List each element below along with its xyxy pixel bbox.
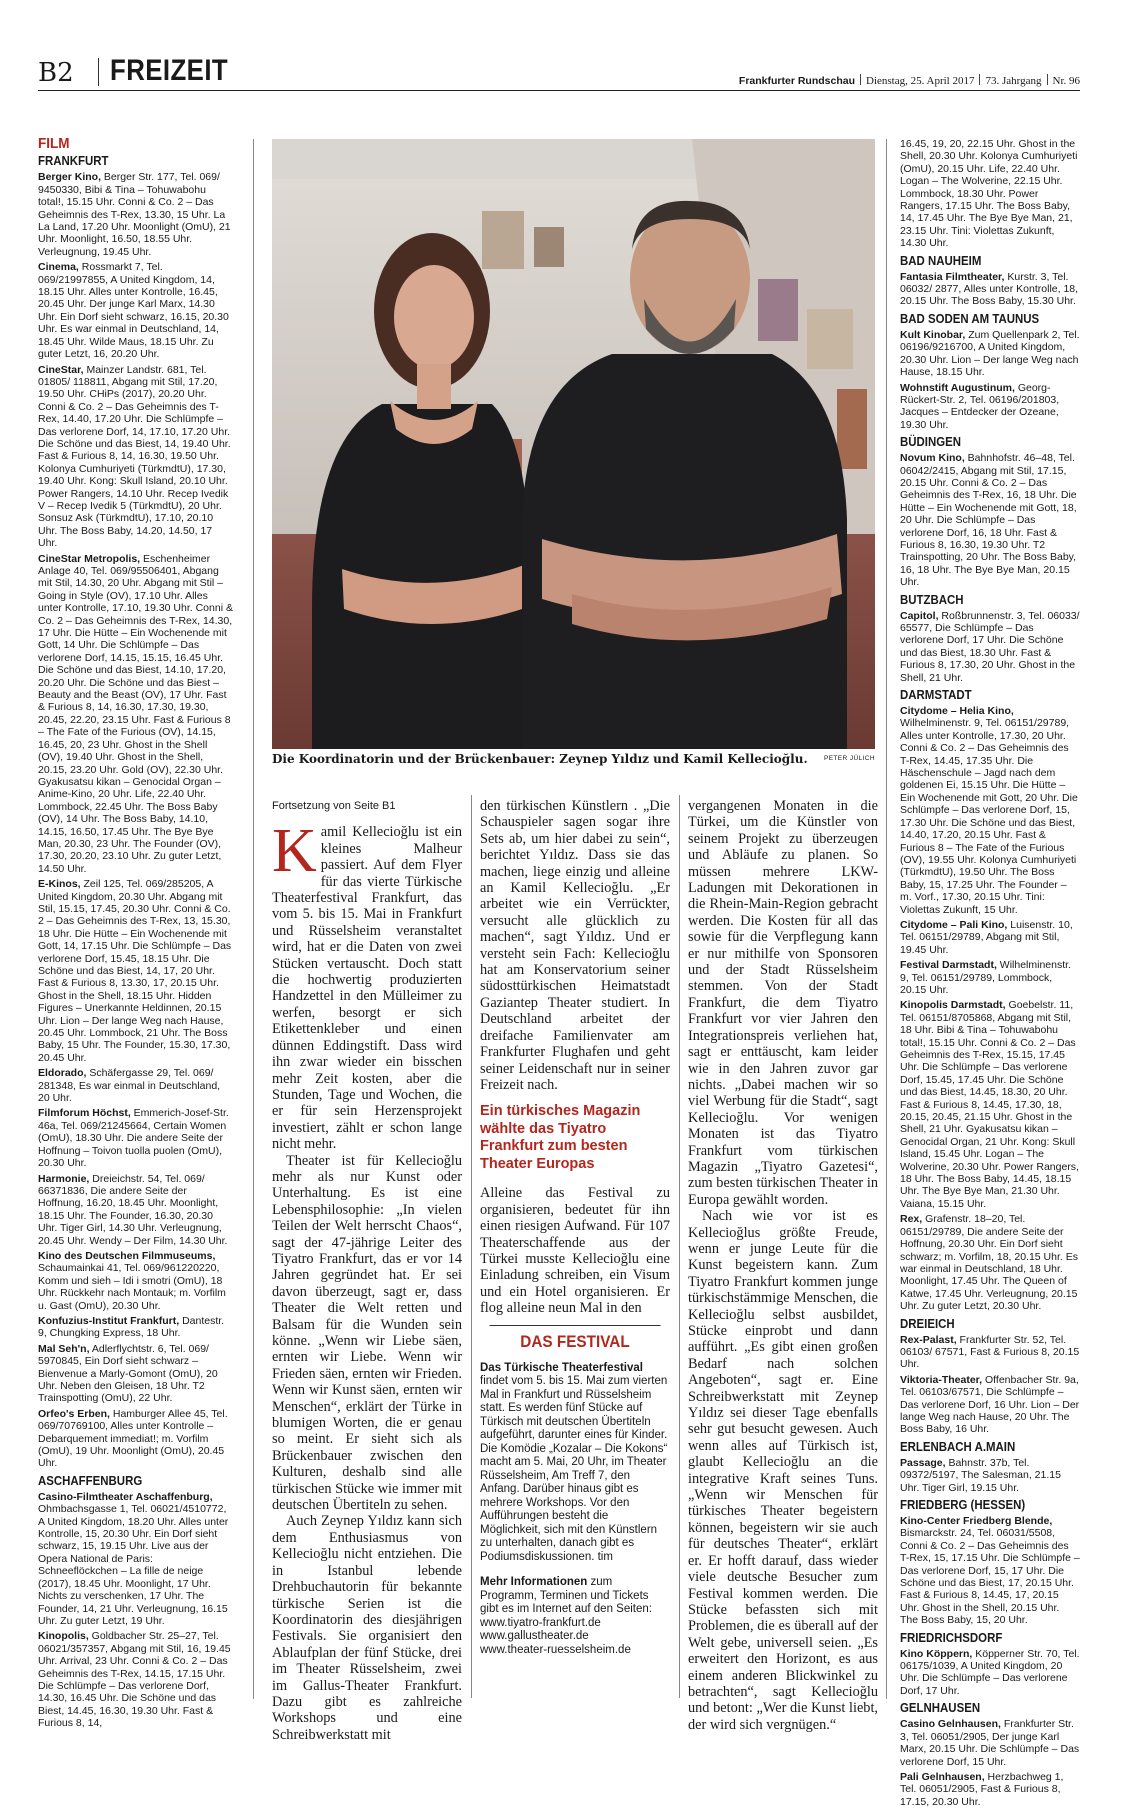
showtimes: Berger Str. 177, Tel. 069/ 9450330, Bibi & Tina – Tohuwabohu total!, 15.15 Uhr. Conni & Co. 2 – Das Geheimnis des T-Rex, 13.30, 15 Uhr. La La Land, 17.20 Uhr. Moonlight (OmU), 21 Uhr. Moonlight, 16.50, 18.55 Uhr. Verleugnung, 19.45 Uhr. [38,171,231,258]
cinema-listing [38,1630,233,1729]
showtimes: Dantestr. 9, Chungking Express, 18 Uhr. [38,1314,225,1340]
cinema-listing [900,1718,1080,1768]
cinema-listing [38,364,233,550]
showtimes: Kurstr. 3, Tel. 06032/ 2877, Alles unter Kontrolle, 18, 20.15 Uhr. The Boss Baby, 15.30 Uhr. [900,270,1079,308]
cinema-name: Viktoria-Theater, [900,1373,983,1386]
cinema-name: Filmforum Höchst, [38,1107,131,1120]
photo-caption [272,752,875,768]
cinema-listing [38,1491,233,1627]
showtimes: Goebelstr. 11, Tel. 06151/8705868, Abgang mit Stil, 18 Uhr. Bibi & Tina – Tohuwabohu total!, 15.15 Uhr. Conni & Co. 2 – Das Geheimnis des T-Rex, 15.15, 17.45 Uhr. Die Schlümpfe – Das verlorene Dorf, 15.45, 17.45 Uhr. Die Schöne und das Biest, 14.45, 18.30, 20 Uhr. Fast & Furious 8, 14.45, 17.30, 18, 20.15, 20.45, 21.15 Uhr. Ghost in the Shell, 21 Uhr. Gyakusatsu kikan – Genocidal Organ, 21 Uhr. Kong: Skull Island, 15.45 Uhr. Logan – The Wolverine, 20.30 Uhr. Power Rangers, 18 Uhr. The Boss Baby, 14.45, 18.15 Uhr. The Bye Bye Man, 21.30 Uhr. Vaiana, 15.15 Uhr. [900,999,1079,1210]
photo-credit: PETER JÜLICH [823,755,875,762]
cinema-listing [38,1408,233,1470]
cinema-listing [900,610,1080,684]
column-rule [886,139,887,1699]
cinema-name: Kino-Center Friedberg Blende, [900,1515,1053,1527]
film-listings-right [900,138,1080,1808]
showtimes: Rossmarkt 7, Tel. 069/21997855, A United Kingdom, 14, 18.15 Uhr. Alles unter Kontrolle, 16.45, 20.45 Uhr. Der junge Karl Marx, 14.30 Uhr. Ein Dorf sieht schwarz, 16.15, 20.30 Uhr. Es war einmal in Deutschland, 14, 18.45 Uhr. Wilde Maus, 18.15 Uhr. Zu guter Letzt, 16, 20.20 Uhr. [38,261,229,361]
article-subheading: Ein türkisches Magazin wählte das Tiyatro Frankfurt zum besten Theater Europas [480,1103,641,1172]
cinema-name: Casino Gelnhausen, [900,1718,1001,1731]
cinema-listing [900,705,1080,916]
cinema-name: Capitol, [900,609,939,622]
info-lead: Das Türkische Theaterfestival [480,1361,643,1374]
cinema-name: Citydome – Helia Kino, [900,705,1014,718]
article-paragraph [272,817,462,1153]
showtimes: Eschenheimer Anlage 40, Tel. 069/95506401, Abgang mit Stil, 14.30, 20 Uhr. Abgang mit Stil – Going in Style (OV), 17.10 Uhr. Alles unter Kontrolle, 17.10, 19.30 Uhr. Conni & Co. 2 – Das Geheimnis des T-Rex, 14.30, 17 Uhr. Die Hütte – Ein Wochenende mit Gott, 14 Uhr. Die Schlümpfe – Das verlorene Dorf, 14.15, 15.15, 16.45 Uhr. Die Schöne und das Biest, 14.10, 17.20, 20.20 Uhr. Die Schöne und das Biest – Beauty and the Beast (OV), 17 Uhr. Fast & Furious 8, 14, 16.30, 17.30, 19.30, 20.45, 22.20, 23.15 Uhr. Fast & Furious 8 – The Fate of the Furious (OV), 14.15, 16.45, 20, 23 Uhr. Ghost in the Shell (OV), 19.40 Uhr. Ghost in the Shell, 20.15, 23.20 Uhr. Gold (OV), 22.30 Uhr. Gyakusatsu kikan – Genocidal Organ – Anime-Kino, 20 Uhr. Life, 22.40 Uhr. Lommbock, 22.45 Uhr. The Boss Baby (OV), 14 Uhr. The Boss Baby, 14.10, 14.15, 16.50, 17.45 Uhr. The Bye Bye Man, 20.30, 23 Uhr. The Founder (OV), 17.30, 20.20, 23.10 Uhr. Zu guter Letzt, 14.50 Uhr. [38,552,233,875]
article-paragraph: Auch Zeynep Yıldız kann sich dem Enthusiasmus von Kellecioğlu nicht entziehen. Die in Istanbul lebende Drehbuchautorin für bekannte türkische Serien ist die Koordinatorin des diesjährigen Festivals. Sie organisiert den Ablaufplan der fünf Stücke, drei im Theater Rüsselsheim, zwei im Gallus-Theater Frankfurt. Dazu gibt es zahlreiche Workshops und eine Schreibwerkstatt mit [272,1513,462,1743]
showtimes: Mainzer Landstr. 681, Tel. 01805/ 118811, Abgang mit Stil, 17.20, 19.50 Uhr. CHiPs (2017), 20.20 Uhr. Conni & Co. 2 – Das Geheimnis des T-Rex, 14.40, 17.20 Uhr. Die Schlümpfe – Das verlorene Dorf, 14, 17.10, 17.20 Uhr. Die Schöne und das Biest, 14, 19.40 Uhr. Fast & Furious 8, 14, 16.30, 19.50 Uhr. Kolonya Cumhuriyeti (TürkmdtU), 17.30, 19.40 Uhr. Kong: Skull Island, 20.10 Uhr. Power Rangers, 14.10 Uhr. Recep Ivedik V – Recep Ivedik 5 (TürkmdtU), 20 Uhr. Sonsuz Ask (TürkmdtU), 17.10, 20.10 Uhr. The Boss Baby, 14.20, 14.50, 17 Uhr. [38,363,231,550]
cinema-name: Pali Gelnhausen, [900,1770,985,1783]
city-heading: BÜDINGEN [900,434,962,450]
cinema-listing [38,553,233,876]
showtimes: Zum Quellenpark 2, Tel. 06196/9216700, A United Kingdom, 20.30 Uhr. Lion – Der lange Weg nach Hause, 18.15 Uhr. [900,328,1080,379]
cinema-listing [900,919,1080,956]
cinema-listing [900,1515,1080,1627]
page-header [38,52,1080,91]
cinema-listing [38,878,233,1064]
city-heading: FRIEDBERG (HESSEN) [900,1497,1026,1512]
cinema-name: Kino des Deutschen Filmmuseums, [38,1249,216,1262]
showtimes: Zeil 125, Tel. 069/285205, A United Kingdom, 20.30 Uhr. Abgang mit Stil, 15.15, 17.45, 20.30 Uhr. Conni & Co. 2 – Das Geheimnis des T-Rex, 13, 15.30, 18 Uhr. Die Hütte – Ein Wochenende mit Gott, 14, 17.15 Uhr. Die Schlümpfe – Das verlorene Dorf, 15.45, 18.15 Uhr. Die Schöne und das Biest, 14, 17, 20 Uhr. Fast & Furious 8, 13.30, 17, 20.15 Uhr. Ghost in the Shell, 18.15 Uhr. Hidden Figures – Unerkannte Heldinnen, 20.15 Uhr. Lion – Der lange Weg nach Hause, 20.45 Uhr. Lommbock, 21 Uhr. The Boss Baby, 15 Uhr. The Founder, 15.30, 17.30, 20.45 Uhr. [38,878,232,1064]
listing-continuation [900,138,1080,250]
festival-info-box [480,1362,670,1658]
showtimes: Georg-Rückert-Str. 2, Tel. 06196/201803, Jacques – Entdecker der Ozeane, 19.30 Uhr. [900,381,1060,431]
cinema-name: Orfeo's Erben, [38,1407,110,1420]
cinema-listing [38,171,233,258]
cinema-listing [900,1457,1080,1494]
cinema-name: Kinopolis, [38,1630,89,1643]
cinema-listing [38,1343,233,1405]
info-lead: Mehr Informationen [480,1576,588,1589]
website-link[interactable]: www.gallustheater.de [480,1630,589,1643]
cinema-name: Rex-Palast, [900,1333,957,1346]
showtimes: Dreieichstr. 54, Tel. 069/ 66371836, Die andere Seite der Hoffnung, 16.20, 18.45 Uhr. Moonlight, 18.15 Uhr. The Founder, 16.30, 20.30 Uhr. Tiger Girl, 14.30 Uhr. Verleugnung, 20.45 Uhr. Wendy – Der Film, 14.30 Uhr. [38,1172,228,1247]
article-column-3 [688,798,878,1733]
showtimes: Ohmbachsgasse 1, Tel. 06021/4510772, A United Kingdom, 18.20 Uhr. Alles unter Kontrolle, 15, 20.30 Uhr. Ein Dorf sieht schwarz, 15, 19.15 Uhr. Live aus der Opera National de Paris: Schneeflöckchen – La fille de neige (2017), 18.45 Uhr. Moonlight, 17 Uhr. Nichts zu verschenken, 17 Uhr. The Founder, 14, 21 Uhr. Verleugnung, 16.15 Uhr. Zu guter Letzt, 19 Uhr. [38,1503,229,1627]
cinema-name: Cinema, [38,261,79,274]
cinema-name: Kino Köppern, [900,1647,973,1660]
cinema-name: Kult Kinobar, [900,328,966,341]
cinema-listing [900,1771,1080,1808]
showtimes: Offenbacher Str. 9a, Tel. 06103/67571, Die Schlümpfe – Das verlorene Dorf, 16 Uhr. Lion – Der lange Weg nach Hause, 20 Uhr. The Boss Baby, 16 Uhr. [900,1373,1080,1436]
photo-portrait-illustration [272,139,875,749]
city-heading: DREIEICH [900,1315,955,1331]
column-rule [471,795,472,1698]
cinema-listing [38,1250,233,1312]
showtimes: Frankfurter Str. 3, Tel. 06051/2905, Der junge Karl Marx, 20.15 Uhr. Die Schlümpfe – Das verlorene Dorf, 15 Uhr. [900,1718,1080,1768]
cinema-name: CineStar, [38,363,84,376]
cinema-name: Passage, [900,1456,946,1469]
showtimes: Bismarckstr. 24, Tel. 06031/5508, Conni & Co. 2 – Das Geheimnis des T-Rex, 15, 17.15 Uhr. Die Schlümpfe – Das verlorene Dorf, 15, 17 Uhr. Die Schöne und das Biest, 17, 20.15 Uhr. Fast & Furious 8, 14.45, 17, 20.15 Uhr. Ghost in the Shell, 20.15 Uhr. The Boss Baby, 15, 20 Uhr. [900,1527,1080,1627]
city-heading: FRIEDRICHSDORF [900,1629,1003,1645]
cinema-listing [900,329,1080,379]
city-heading: DARMSTADT [900,687,972,703]
info-text: zum Programm, Terminen und Tickets gibt es im Internet auf den Seiten: [480,1576,652,1616]
city-heading: BUTZBACH [900,591,964,607]
cinema-listing [38,1173,233,1247]
cinema-name: Casino-Filmtheater Aschaffenburg, [38,1490,213,1503]
drop-cap: K [272,817,317,886]
continuation-note: Fortsetzung von Seite B1 [272,800,396,812]
showtimes: Schäfergasse 29, Tel. 069/ 281348, Es war einmal in Deutschland, 20 Uhr. [38,1067,221,1105]
article-paragraph: Theater ist für Kellecioğlu mehr als nur Kunst oder Unterhaltung. Es ist eine Lebensphilosophie: „In vielen Teilen der Welt herrscht Chaos“, sagt der 47-jährige Leiter des Tiyatro Frankfurt, das er vor 14 Jahren gegründet hat. Er sei davon überzeugt, sagt er, dass Theater die Welt retten und Balsam für die Wunden sein könne. „Wenn wir Liebe säen, ernten wir Liebe. Wenn wir Frieden säen, ernten wir Frieden. Wenn wir Kunst säen, ernten wir Menschen“, erklärt der Türke in blumigen Worten, die er genau so meint. Er sieht sich als Brückenbauer zwischen den Kulturen, deshalb sind alle türkischen Stücke wie immer mit deutschen Übertiteln zu sehen. [272,1152,462,1514]
volume: 73. Jahrgang [985,75,1042,87]
issue-date: Dienstag, 25. April 2017 [866,75,975,87]
page-number: B2 [38,58,74,88]
showtimes: Wilhelminenstr. 9, Tel. 06151/29789, Alles unter Kontrolle, 17.30, 20 Uhr. Conni & Co. 2 – Das Geheimnis des T-Rex, 14.45, 17.35 Uhr. Die Häschenschule – Jagd nach dem goldenen Ei, 15.15 Uhr. Die Hütte – Ein Wochenende mit Gott, 20 Uhr. Die Schlümpfe – Das verlorene Dorf, 15, 17.30 Uhr. Die Schöne und das Biest, 14.40, 17.20, 20.15 Uhr. Fast & Furious 8 – The Fate of the Furious (OV), 19.55 Uhr. Kolonya Cumhuriyeti (TürkmdtU), 19.50 Uhr. The Boss Baby, 15, 17.25 Uhr. The Founder – m. Vorf., 17.30, 20.15 Uhr. Tini: Violettas Zukunft, 15 Uhr. [900,717,1078,916]
cinema-name: Mal Seh'n, [38,1342,90,1355]
cinema-listing [38,1067,233,1104]
showtimes: Wilhelminenstr. 9, Tel. 06151/29789, Lommbock, 20.15 Uhr. [900,959,1071,996]
showtimes: Grafenstr. 18–20, Tel. 06151/29789, Die andere Seite der Hoffnung, 20.30 Uhr. Ein Dorf sieht schwarz; m. Vorfilm, 18, 20.15 Uhr. Es war einmal in Deutschland, 18 Uhr. Moonlight, 17.45 Uhr. The Queen of Katwe, 17.45 Uhr. Verleugnung, 20.15 Uhr. Zu guter Letzt, 20.30 Uhr. [900,1213,1078,1313]
issue-number: Nr. 96 [1052,75,1080,87]
showtimes: Bahnhofstr. 46–48, Tel. 06042/2415, Abgang mit Stil, 17.15, 20.15 Uhr. Conni & Co. 2 – Das Geheimnis des T-Rex, 16, 18 Uhr. Die Hütte – Ein Wochenende mit Gott, 18, 20 Uhr. Die Schlümpfe – Das verlorene Dorf, 16, 18 Uhr. Fast & Furious 8, 16.30, 19.30 Uhr. T2 Trainspotting, 20 Uhr. The Boss Baby, 16, 18 Uhr. The Bye Bye Man, 20.15 Uhr. [900,452,1077,589]
cinema-listing [900,271,1080,308]
cinema-listing [900,1648,1080,1698]
cinema-name: Harmonie, [38,1172,90,1185]
column-rule [253,139,254,1699]
showtimes: Herzbachweg 1, Tel. 06051/2905, Fast & Furious 8, 17.15, 20.30 Uhr. [900,1770,1064,1808]
cinema-listing [900,452,1080,588]
city-heading: ASCHAFFENBURG [38,1472,143,1488]
city-heading: BAD SODEN AM TAUNUS [900,310,1040,326]
cinema-name: Berger Kino, [38,171,102,184]
cinema-name: Novum Kino, [900,452,965,465]
info-text: findet vom 5. bis 15. Mai zum vierten Mal in Frankfurt und Rüsselsheim statt. Es werden fünf Stücke auf Türkisch mit deutschen Übertiteln aufgeführt, darunter eines für Kinder. Die Komödie „Kozalar – Die Kokons“ macht am 5. Mai, 20 Uhr, im Theater Rüsselsheim, Am Treff 7, den Anfang. Darüber hinaus gibt es mehrere Workshops. Vor den Aufführungen besteht die Möglichkeit, sich mit den Künstlern zu unterhalten, danach gibt es Podiumsdiskussionen. tim [480,1375,668,1563]
showtimes: 16.45, 19, 20, 22.15 Uhr. Ghost in the Shell, 20.30 Uhr. Kolonya Cumhuriyeti (OmU), 20.15 Uhr. Life, 22.40 Uhr. Logan – The Wolverine, 22.15 Uhr. Lommbock, 18.30 Uhr. Power Rangers, 17.15 Uhr. The Boss Baby, 14, 17.45 Uhr. The Bye Bye Man, 21, 23.15 Uhr. Tini: Violettas Zukunft, 14.30 Uhr. [900,138,1078,250]
showtimes: Luisenstr. 10, Tel. 06151/29789, Abgang mit Stil, 19.45 Uhr. [900,918,1073,956]
cinema-listing [38,1315,233,1340]
cinema-name: Festival Darmstadt, [900,959,997,972]
showtimes: Roßbrunnenstr. 3, Tel. 06033/ 65577, Die Schlümpfe – Das verlorene Dorf, 17 Uhr. Die Schöne und das Biest, 18.30 Uhr. Fast & Furious 8, 17.30, 20 Uhr. Ghost in the Shell, 21 Uhr. [900,609,1080,684]
cinema-listing [900,382,1080,432]
city-heading: GELNHAUSEN [900,1700,981,1716]
city-heading: BAD NAUHEIM [900,252,982,268]
showtimes: Frankfurter Str. 52, Tel. 06103/ 67571, Fast & Furious 8, 20.15 Uhr. [900,1333,1080,1371]
cinema-listing [900,1374,1080,1436]
cinema-name: Citydome – Pali Kino, [900,918,1008,931]
website-link[interactable]: www.tiyatro-frankfurt.de [480,1616,601,1629]
article-column-1 [272,798,462,1743]
cinema-name: Rex, [900,1213,923,1226]
showtimes: Goldbacher Str. 25–27, Tel. 06021/357357, Abgang mit Stil, 16, 19.45 Uhr. Arrival, 23 Uhr. Conni & Co. 2 – Das Geheimnis des T-Rex, 14.15, 17.15 Uhr. Die Schlümpfe – Das verlorene Dorf, 14.30, 16.45 Uhr. Die Schöne und das Biest, 14.45, 16.30, 19.30 Uhr. Fast & Furious 8, 14, [38,1630,231,1730]
article-paragraph: Nach wie vor ist es Kellecioğlus größte Freude, wenn er junge Leute für die Kunst begeistern kann. Zum Tiyatro Frankfurt kommen junge türkischstämmige Menschen, die Kellecioğlu selbst ausbildet, Stücke einprobt und dann aufführt. „Es gibt einen großen Bedarf nach solchen Angeboten“, sagt er. Eine Schreibwerkstatt mit Zeynep Yıldız sei dieser Tage ebenfalls sehr gut besucht gewesen. Auch wenn alles auf Türkisch ist, glaubt Kellecioğlu an die integrative Kraft seines Tuns. „Wenn wir Menschen für türkisches Theater begeistern können, begeistern wir sie auch für deutsches Theater“, erklärt er. Er hofft darauf, dass wieder viele deutsche Besucher zum Festival kommen werden. Die Stücke befassten sich mit Problemen, die es überall auf der Welt gebe, universell seien. „Es erweitert den Horizont, es aus einem anderen Blickwinkel zu betrachten“, sagt Kellecioğlu und betont: „Wer die Kunst liebt, der wird sich vergnügen.“ [688,1208,878,1733]
paragraph-text: amil Kellecioğlu ist ein kleines Malheur passiert. Auf dem Flyer für das vierte Türkische Theaterfestival Frankfurt, das vom 5. bis 15. Mai in Frankfurt und Rüsselsheim veranstaltet wird, hat er die Daten von zwei Stücken vertauscht. Doch statt die hochwertig produzierten Handzettel in den Mülleimer zu werfen, besorgt er sich Etikettenkleber und einen dünnen Eddingstift. Dass wird ihn zwar wieder ein bisschen mehr Zeit kosten, aber die Stunden, Tage und Wochen, die er für sein Herzensprojekt investiert, zählt er schon lange nicht mehr. [272,824,462,1153]
paper-name: Frankfurter Rundschau [738,75,856,87]
feature-photo [272,139,875,749]
city-heading: ERLENBACH A.MAIN [900,1438,1016,1454]
masthead-info [739,74,1080,87]
article-paragraph: vergangenen Monaten in die Türkei, um die Künstler von seinem Projekt zu überzeugen und Abläufe zu planen. So müssen mehrere LKW-Ladungen mit Dekorationen in die Rhein-Main-Region gebracht werden. Die Kosten für all das sowie für die Verpflegung kann er nur mithilfe von Sponsoren und der Stadt Rüsselsheim stemmen. Von der Stadt Frankfurt, die dem Tiyatro Frankfurt vor vier Jahren den Integrationspreis verliehen hat, sagt er enttäuscht, kam leider wie in den Jahren zuvor gar nichts. „Dabei machen wir so viel Werbung für die Stadt“, sagt Kellecioğlu. Vor wenigen Monaten ist das Tiyatro Frankfurt vom türkischen Magazin „Tiyatro Gazetesi“, zum besten türkischen Theater in Europa gewählt worden. [688,798,878,1208]
column-rule [679,795,680,1698]
cinema-name: Fantasia Filmtheater, [900,270,1005,283]
showtimes: Köpperner Str. 70, Tel. 06175/1039, A United Kingdom, 20 Uhr. Die Schlümpfe – Das verlorene Dorf, 17 Uhr. [900,1647,1080,1697]
film-listings-left [38,135,233,1730]
cinema-listing [38,261,233,360]
website-link[interactable]: www.theater-ruesselsheim.de [480,1643,631,1656]
cinema-listing [900,1213,1080,1312]
article-column-2 [480,798,670,1698]
cinema-listing [900,999,1080,1210]
category-heading: FILM [38,135,70,152]
cinema-listing [38,1107,233,1169]
showtimes: Emmerich-Josef-Str. 46a, Tel. 069/21245664, Certain Women (OmU), 18.30 Uhr. Die andere Seite der Hoffnung – Toivon tuolla puolen (OmU), 20.30 Uhr. [38,1107,229,1170]
showtimes: Schaumainkai 41, Tel. 069/961220220, Komm und sieh – Idi i smotri (OmU), 18 Uhr. Rückkehr nach Montauk; m. Vorfilm u. Gast (OmU), 20.30 Uhr. [38,1262,226,1312]
article-paragraph: Alleine das Festival zu organisieren, bedeutet für ihn einen riesigen Aufwand. Für 107 Theaterschaffende aus der Türkei musste Kellecioğlu eine Einladung schreiben, ein Visum und ein Hotel organisieren. Er flog alleine neun Mal in den [480,1185,670,1317]
article-paragraph: den türkischen Künstlern . „Die Schauspieler sagen sogar ihre Sets ab, um hier dabei zu sein“, berichtet Yıldız. Dass sie das machen, liege einzig und alleine an Kamil Kellecioğlu. „Er arbeitet wie ein Verrückter, versucht alle glücklich zu machen“, sagt Yıldız. Und er versteht sein Fach: Kellecioğlu hat am Konservatorium seiner südosttürkischen Heimatstadt Gaziantep Theater studiert. In Deutschland arbeitet der dreifache Familienvater am Frankfurter Flughafen und geht seiner Leidenschaft nur in seiner Freizeit nach. [480,798,670,1093]
info-box-title: DAS FESTIVAL [490,1325,661,1350]
cinema-listing [900,1334,1080,1371]
showtimes: Adlerflychtstr. 6, Tel. 069/ 5970845, Ein Dorf sieht schwarz – Bienvenue a Marly-Gomont (OmU), 20 Uhr. Neben den Gleisen, 18 Uhr. T2 Trainspotting (OmU), 22 Uhr. [38,1342,218,1405]
cinema-listing [900,959,1080,996]
cinema-name: E-Kinos, [38,878,81,891]
showtimes: Hamburger Allee 45, Tel. 069/70769100, Alles unter Kontrolle – Debarquement immediat!; m. Vorfilm (OmU), 19 Uhr. Moonlight (OmU), 20.45 Uhr. [38,1407,228,1470]
section-title: FREIZEIT [110,54,229,87]
cinema-name: Konfuzius-Institut Frankfurt, [38,1314,180,1327]
cinema-name: Wohnstift Augustinum, [900,381,1015,394]
showtimes: Bahnstr. 37b, Tel. 09372/5197, The Salesman, 21.15 Uhr. Tiger Girl, 19.15 Uhr. [900,1456,1061,1494]
cinema-name: Kinopolis Darmstadt, [900,999,1006,1012]
header-divider [98,58,99,86]
cinema-name: Eldorado, [38,1067,87,1080]
city-heading: FRANKFURT [38,153,109,169]
cinema-name: CineStar Metropolis, [38,552,141,565]
caption-text: Die Koordinatorin und der Brückenbauer: Zeynep Yıldız und Kamil Kellecioğlu. [272,752,808,766]
